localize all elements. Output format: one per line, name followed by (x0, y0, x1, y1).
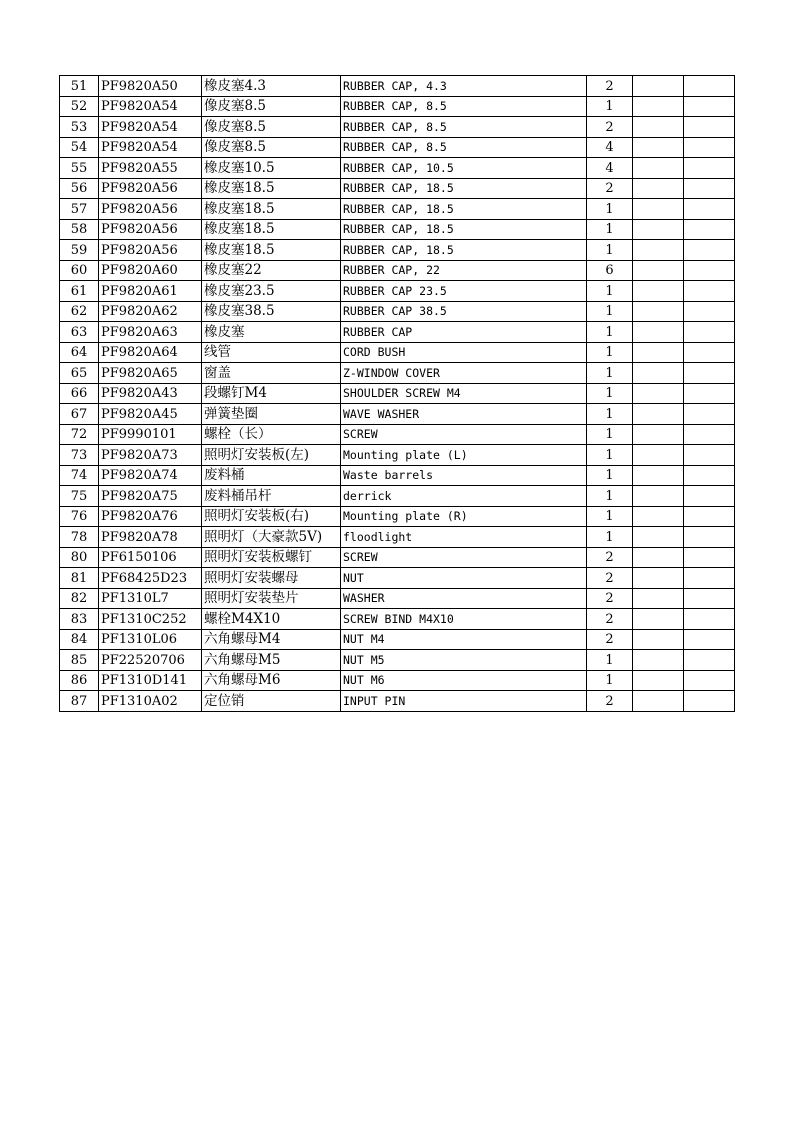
part-number-cell: PF9820A74 (99, 465, 202, 486)
table-row (60, 342, 735, 363)
empty-cell (633, 96, 684, 117)
parts-table (59, 75, 735, 712)
parts-table-body (60, 76, 735, 712)
table-row (60, 301, 735, 322)
part-number-cell: PF9820A56 (99, 199, 202, 220)
part-number-cell: PF9820A62 (99, 301, 202, 322)
quantity-cell: 1 (587, 240, 633, 261)
english-name-cell: RUBBER CAP, 22 (341, 260, 587, 281)
row-number-cell: 73 (60, 445, 99, 466)
row-number-cell: 87 (60, 691, 99, 712)
empty-cell (633, 199, 684, 220)
chinese-name-cell: 橡皮塞23.5 (202, 281, 341, 302)
english-name-cell: NUT M4 (341, 629, 587, 650)
quantity-cell: 2 (587, 76, 633, 97)
row-number-cell: 51 (60, 76, 99, 97)
chinese-name-cell: 废料桶吊杆 (202, 486, 341, 507)
quantity-cell: 6 (587, 260, 633, 281)
quantity-cell: 1 (587, 527, 633, 548)
chinese-name-cell: 六角螺母M4 (202, 629, 341, 650)
quantity-cell: 2 (587, 588, 633, 609)
english-name-cell: SCREW (341, 547, 587, 568)
chinese-name-cell: 橡皮塞18.5 (202, 178, 341, 199)
part-number-cell: PF6150106 (99, 547, 202, 568)
part-number-cell: PF9820A64 (99, 342, 202, 363)
empty-cell (633, 568, 684, 589)
row-number-cell: 83 (60, 609, 99, 630)
chinese-name-cell: 橡皮塞4.3 (202, 76, 341, 97)
empty-cell (684, 670, 735, 691)
english-name-cell: SCREW (341, 424, 587, 445)
empty-cell (684, 363, 735, 384)
row-number-cell: 52 (60, 96, 99, 117)
chinese-name-cell: 像皮塞8.5 (202, 96, 341, 117)
row-number-cell: 85 (60, 650, 99, 671)
english-name-cell: RUBBER CAP, 18.5 (341, 240, 587, 261)
table-row (60, 96, 735, 117)
chinese-name-cell: 橡皮塞18.5 (202, 219, 341, 240)
quantity-cell: 1 (587, 465, 633, 486)
empty-cell (684, 629, 735, 650)
empty-cell (633, 445, 684, 466)
quantity-cell: 4 (587, 137, 633, 158)
part-number-cell: PF9820A78 (99, 527, 202, 548)
empty-cell (684, 527, 735, 548)
quantity-cell: 1 (587, 383, 633, 404)
chinese-name-cell: 螺栓M4X10 (202, 609, 341, 630)
chinese-name-cell: 橡皮塞18.5 (202, 240, 341, 261)
english-name-cell: WASHER (341, 588, 587, 609)
empty-cell (684, 506, 735, 527)
table-row (60, 527, 735, 548)
empty-cell (633, 178, 684, 199)
empty-cell (633, 691, 684, 712)
empty-cell (633, 650, 684, 671)
quantity-cell: 2 (587, 178, 633, 199)
quantity-cell: 2 (587, 629, 633, 650)
empty-cell (684, 547, 735, 568)
part-number-cell: PF1310L06 (99, 629, 202, 650)
part-number-cell: PF9820A73 (99, 445, 202, 466)
chinese-name-cell: 照明灯安装螺母 (202, 568, 341, 589)
row-number-cell: 58 (60, 219, 99, 240)
english-name-cell: WAVE WASHER (341, 404, 587, 425)
row-number-cell: 67 (60, 404, 99, 425)
empty-cell (633, 506, 684, 527)
empty-cell (633, 547, 684, 568)
table-row (60, 691, 735, 712)
english-name-cell: RUBBER CAP, 10.5 (341, 158, 587, 179)
row-number-cell: 54 (60, 137, 99, 158)
quantity-cell: 1 (587, 199, 633, 220)
quantity-cell: 2 (587, 117, 633, 138)
english-name-cell: Mounting plate (R) (341, 506, 587, 527)
part-number-cell: PF9820A56 (99, 219, 202, 240)
chinese-name-cell: 照明灯（大豪款5V) (202, 527, 341, 548)
empty-cell (633, 117, 684, 138)
quantity-cell: 1 (587, 506, 633, 527)
row-number-cell: 81 (60, 568, 99, 589)
table-row (60, 588, 735, 609)
row-number-cell: 60 (60, 260, 99, 281)
empty-cell (633, 137, 684, 158)
part-number-cell: PF9820A61 (99, 281, 202, 302)
empty-cell (633, 301, 684, 322)
part-number-cell: PF1310A02 (99, 691, 202, 712)
chinese-name-cell: 像皮塞8.5 (202, 117, 341, 138)
empty-cell (684, 383, 735, 404)
table-row (60, 240, 735, 261)
chinese-name-cell: 橡皮塞22 (202, 260, 341, 281)
quantity-cell: 1 (587, 404, 633, 425)
row-number-cell: 80 (60, 547, 99, 568)
part-number-cell: PF9820A54 (99, 96, 202, 117)
part-number-cell: PF9820A56 (99, 240, 202, 261)
quantity-cell: 1 (587, 424, 633, 445)
table-row (60, 76, 735, 97)
table-row (60, 158, 735, 179)
english-name-cell: RUBBER CAP, 18.5 (341, 219, 587, 240)
empty-cell (684, 96, 735, 117)
empty-cell (633, 260, 684, 281)
chinese-name-cell: 照明灯安装板螺钉 (202, 547, 341, 568)
quantity-cell: 1 (587, 281, 633, 302)
empty-cell (633, 588, 684, 609)
english-name-cell: RUBBER CAP 38.5 (341, 301, 587, 322)
chinese-name-cell: 橡皮塞38.5 (202, 301, 341, 322)
empty-cell (684, 178, 735, 199)
part-number-cell: PF9990101 (99, 424, 202, 445)
part-number-cell: PF22520706 (99, 650, 202, 671)
empty-cell (633, 342, 684, 363)
english-name-cell: CORD BUSH (341, 342, 587, 363)
quantity-cell: 1 (587, 650, 633, 671)
parts-sheet (59, 75, 734, 712)
english-name-cell: RUBBER CAP, 8.5 (341, 117, 587, 138)
part-number-cell: PF9820A45 (99, 404, 202, 425)
part-number-cell: PF1310D141 (99, 670, 202, 691)
table-row (60, 445, 735, 466)
empty-cell (633, 240, 684, 261)
part-number-cell: PF9820A75 (99, 486, 202, 507)
empty-cell (684, 588, 735, 609)
row-number-cell: 86 (60, 670, 99, 691)
quantity-cell: 4 (587, 158, 633, 179)
table-row (60, 199, 735, 220)
row-number-cell: 57 (60, 199, 99, 220)
table-row (60, 363, 735, 384)
chinese-name-cell: 照明灯安装垫片 (202, 588, 341, 609)
row-number-cell: 82 (60, 588, 99, 609)
english-name-cell: NUT (341, 568, 587, 589)
empty-cell (684, 240, 735, 261)
row-number-cell: 53 (60, 117, 99, 138)
empty-cell (633, 609, 684, 630)
english-name-cell: Z-WINDOW COVER (341, 363, 587, 384)
quantity-cell: 2 (587, 568, 633, 589)
empty-cell (684, 322, 735, 343)
chinese-name-cell: 照明灯安装板(右) (202, 506, 341, 527)
empty-cell (684, 281, 735, 302)
empty-cell (633, 322, 684, 343)
row-number-cell: 76 (60, 506, 99, 527)
empty-cell (684, 568, 735, 589)
quantity-cell: 1 (587, 670, 633, 691)
chinese-name-cell: 段螺钉M4 (202, 383, 341, 404)
empty-cell (633, 486, 684, 507)
empty-cell (684, 342, 735, 363)
chinese-name-cell: 窗盖 (202, 363, 341, 384)
empty-cell (633, 424, 684, 445)
table-row (60, 629, 735, 650)
empty-cell (684, 445, 735, 466)
row-number-cell: 84 (60, 629, 99, 650)
empty-cell (633, 527, 684, 548)
row-number-cell: 56 (60, 178, 99, 199)
empty-cell (684, 158, 735, 179)
row-number-cell: 64 (60, 342, 99, 363)
empty-cell (684, 650, 735, 671)
english-name-cell: RUBBER CAP (341, 322, 587, 343)
quantity-cell: 1 (587, 96, 633, 117)
empty-cell (684, 691, 735, 712)
chinese-name-cell: 像皮塞8.5 (202, 137, 341, 158)
empty-cell (684, 117, 735, 138)
empty-cell (684, 404, 735, 425)
chinese-name-cell: 定位销 (202, 691, 341, 712)
table-row (60, 404, 735, 425)
table-row (60, 219, 735, 240)
row-number-cell: 75 (60, 486, 99, 507)
english-name-cell: floodlight (341, 527, 587, 548)
chinese-name-cell: 橡皮塞10.5 (202, 158, 341, 179)
quantity-cell: 1 (587, 445, 633, 466)
table-row (60, 486, 735, 507)
empty-cell (684, 199, 735, 220)
part-number-cell: PF9820A50 (99, 76, 202, 97)
empty-cell (684, 486, 735, 507)
chinese-name-cell: 六角螺母M5 (202, 650, 341, 671)
table-row (60, 568, 735, 589)
empty-cell (633, 158, 684, 179)
table-row (60, 650, 735, 671)
part-number-cell: PF1310C252 (99, 609, 202, 630)
empty-cell (633, 404, 684, 425)
english-name-cell: SCREW BIND M4X10 (341, 609, 587, 630)
chinese-name-cell: 六角螺母M6 (202, 670, 341, 691)
table-row (60, 117, 735, 138)
part-number-cell: PF68425D23 (99, 568, 202, 589)
table-row (60, 424, 735, 445)
empty-cell (633, 383, 684, 404)
row-number-cell: 65 (60, 363, 99, 384)
empty-cell (633, 219, 684, 240)
part-number-cell: PF9820A65 (99, 363, 202, 384)
empty-cell (684, 465, 735, 486)
part-number-cell: PF9820A43 (99, 383, 202, 404)
quantity-cell: 1 (587, 301, 633, 322)
english-name-cell: derrick (341, 486, 587, 507)
english-name-cell: SHOULDER SCREW M4 (341, 383, 587, 404)
part-number-cell: PF9820A54 (99, 137, 202, 158)
table-row (60, 281, 735, 302)
quantity-cell: 2 (587, 547, 633, 568)
empty-cell (684, 219, 735, 240)
empty-cell (684, 76, 735, 97)
quantity-cell: 2 (587, 609, 633, 630)
english-name-cell: NUT M5 (341, 650, 587, 671)
empty-cell (684, 609, 735, 630)
part-number-cell: PF9820A76 (99, 506, 202, 527)
quantity-cell: 1 (587, 363, 633, 384)
chinese-name-cell: 线管 (202, 342, 341, 363)
english-name-cell: RUBBER CAP, 18.5 (341, 199, 587, 220)
part-number-cell: PF9820A56 (99, 178, 202, 199)
part-number-cell: PF9820A63 (99, 322, 202, 343)
english-name-cell: Mounting plate (L) (341, 445, 587, 466)
quantity-cell: 1 (587, 219, 633, 240)
empty-cell (633, 465, 684, 486)
row-number-cell: 66 (60, 383, 99, 404)
empty-cell (633, 281, 684, 302)
quantity-cell: 1 (587, 342, 633, 363)
english-name-cell: RUBBER CAP, 8.5 (341, 96, 587, 117)
english-name-cell: RUBBER CAP, 8.5 (341, 137, 587, 158)
quantity-cell: 1 (587, 486, 633, 507)
chinese-name-cell: 废料桶 (202, 465, 341, 486)
table-row (60, 670, 735, 691)
empty-cell (684, 260, 735, 281)
chinese-name-cell: 照明灯安装板(左) (202, 445, 341, 466)
quantity-cell: 2 (587, 691, 633, 712)
table-row (60, 322, 735, 343)
table-row (60, 465, 735, 486)
row-number-cell: 62 (60, 301, 99, 322)
empty-cell (684, 424, 735, 445)
chinese-name-cell: 橡皮塞18.5 (202, 199, 341, 220)
english-name-cell: RUBBER CAP, 4.3 (341, 76, 587, 97)
empty-cell (633, 363, 684, 384)
table-row (60, 260, 735, 281)
table-row (60, 137, 735, 158)
english-name-cell: Waste barrels (341, 465, 587, 486)
table-row (60, 609, 735, 630)
empty-cell (684, 137, 735, 158)
part-number-cell: PF1310L7 (99, 588, 202, 609)
part-number-cell: PF9820A54 (99, 117, 202, 138)
chinese-name-cell: 螺栓（长） (202, 424, 341, 445)
table-row (60, 178, 735, 199)
english-name-cell: RUBBER CAP, 18.5 (341, 178, 587, 199)
quantity-cell: 1 (587, 322, 633, 343)
part-number-cell: PF9820A55 (99, 158, 202, 179)
english-name-cell: NUT M6 (341, 670, 587, 691)
empty-cell (633, 670, 684, 691)
english-name-cell: INPUT PIN (341, 691, 587, 712)
row-number-cell: 63 (60, 322, 99, 343)
table-row (60, 383, 735, 404)
english-name-cell: RUBBER CAP 23.5 (341, 281, 587, 302)
part-number-cell: PF9820A60 (99, 260, 202, 281)
row-number-cell: 72 (60, 424, 99, 445)
empty-cell (633, 629, 684, 650)
empty-cell (684, 301, 735, 322)
empty-cell (633, 76, 684, 97)
chinese-name-cell: 橡皮塞 (202, 322, 341, 343)
chinese-name-cell: 弹簧垫圈 (202, 404, 341, 425)
row-number-cell: 61 (60, 281, 99, 302)
table-row (60, 506, 735, 527)
row-number-cell: 74 (60, 465, 99, 486)
row-number-cell: 78 (60, 527, 99, 548)
row-number-cell: 55 (60, 158, 99, 179)
row-number-cell: 59 (60, 240, 99, 261)
table-row (60, 547, 735, 568)
